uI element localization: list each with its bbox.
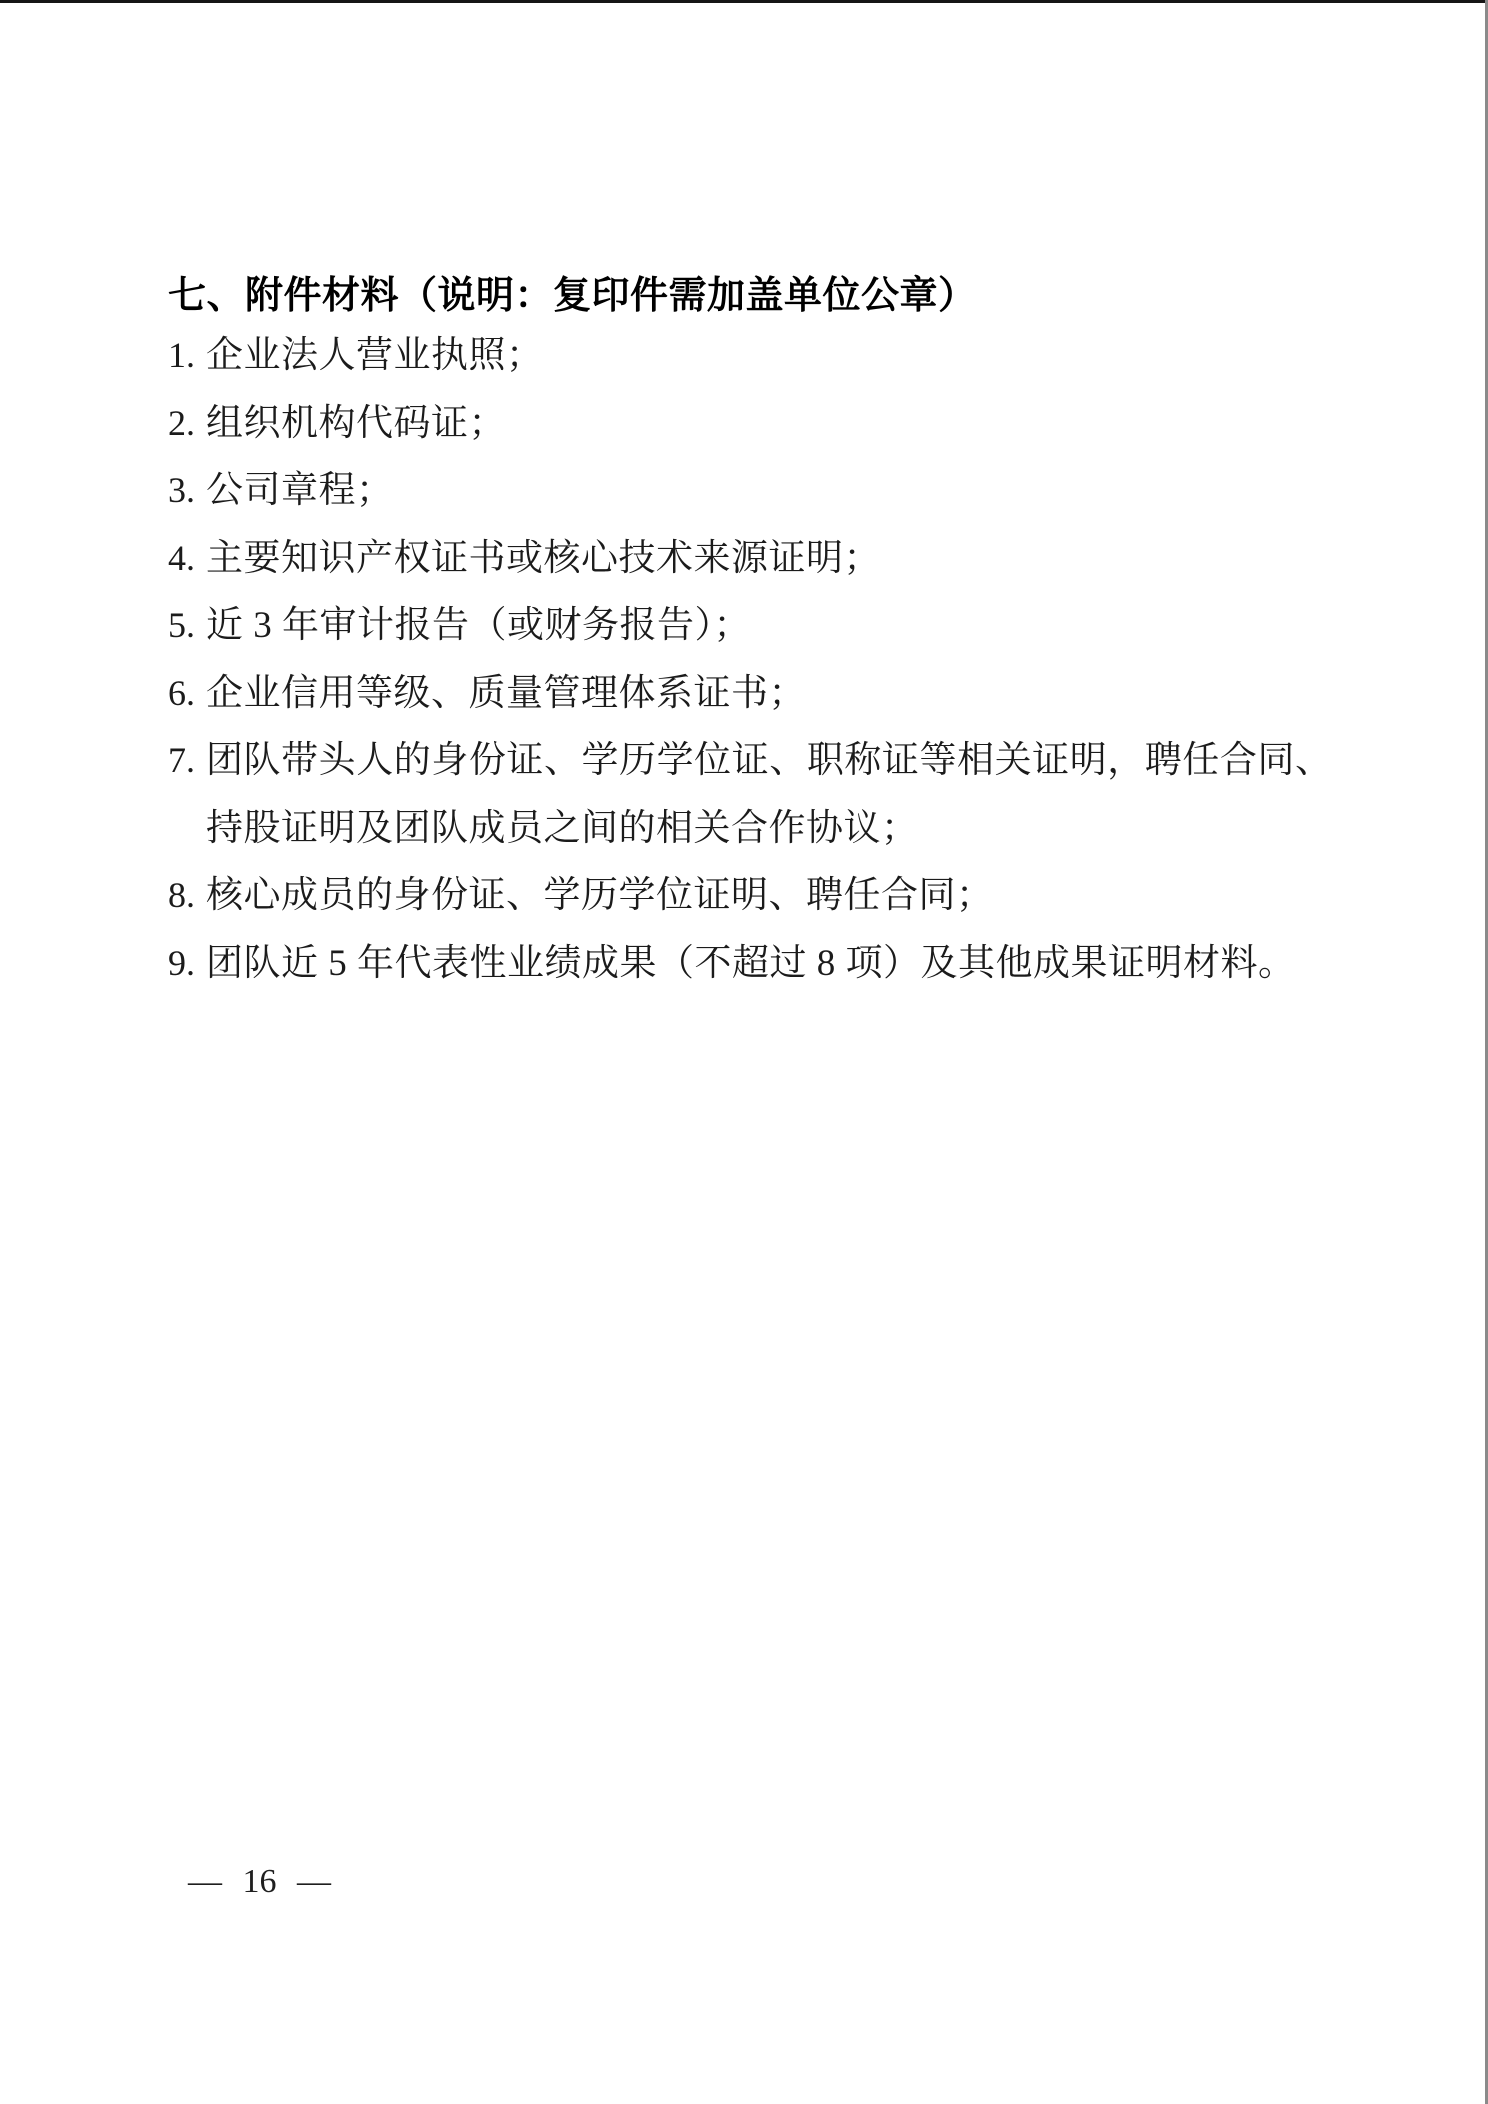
item-text: 核心成员的身份证、学历学位证明、聘任合同；	[206, 875, 994, 916]
list-item-continuation	[168, 795, 1358, 863]
item-number: 7.	[168, 740, 195, 780]
item-text: 公司章程；	[206, 470, 394, 511]
list-item	[168, 727, 1358, 795]
item-text: 近 3 年审计报告（或财务报告）；	[206, 605, 751, 646]
list-item	[168, 660, 1358, 728]
list-item	[168, 930, 1358, 998]
item-text: 团队近 5 年代表性业绩成果（不超过 8 项）及其他成果证明材料。	[206, 942, 1296, 984]
item-text: 主要知识产权证书或核心技术来源证明；	[206, 537, 881, 579]
item-number: 5.	[168, 605, 195, 645]
item-text: 团队带头人的身份证、学历学位证、职称证等相关证明，聘任合同、	[206, 740, 1332, 781]
item-number: 1.	[168, 335, 195, 375]
item-number: 4.	[168, 537, 195, 578]
scan-edge-top	[0, 0, 1488, 3]
item-number: 8.	[168, 875, 195, 915]
item-text: 企业法人营业执照；	[206, 335, 544, 376]
item-text: 持股证明及团队成员之间的相关合作协议；	[206, 807, 919, 849]
item-number: 9.	[168, 942, 195, 983]
item-text: 组织机构代码证；	[206, 402, 506, 444]
list-item	[168, 322, 1358, 390]
section-heading: 七、附件材料（说明：复印件需加盖单位公章）	[168, 275, 977, 317]
attachment-list	[168, 322, 1358, 997]
list-item	[168, 592, 1358, 660]
item-number: 3.	[168, 470, 195, 510]
list-item	[168, 862, 1358, 930]
list-item	[168, 390, 1358, 458]
item-text: 企业信用等级、质量管理体系证书；	[206, 672, 806, 714]
list-item	[168, 457, 1358, 525]
item-number: 6.	[168, 672, 195, 713]
page-number: — 16 —	[188, 1863, 331, 1900]
item-number: 2.	[168, 402, 195, 443]
list-item	[168, 525, 1358, 593]
